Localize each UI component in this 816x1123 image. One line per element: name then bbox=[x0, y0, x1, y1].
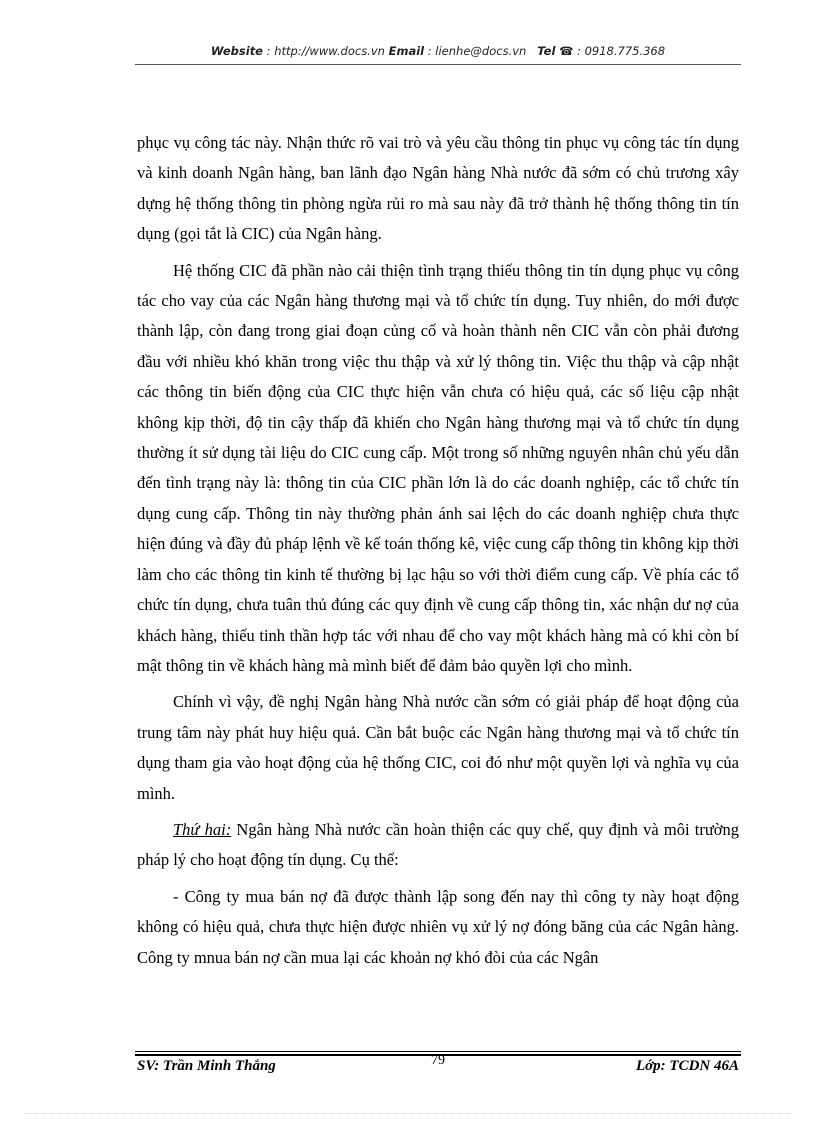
paragraph-4-text: Ngân hàng Nhà nước cần hoàn thiện các quy chế, quy định và môi trường pháp lý cho hoạt động tín dụng. Cụ thể: bbox=[137, 819, 739, 870]
paragraph-5: - Công ty mua bán nợ đã được thành lập song đến nay thì công ty này hoạt động không có hiệu quả, chưa thực hiện được nhiên vụ xử lý nợ đóng băng của các Ngân hàng. Công ty mnua bán nợ cần mua lại các khoản nợ khó đòi của các Ngân bbox=[137, 886, 739, 967]
website-label: Website bbox=[210, 44, 263, 58]
footer-divider-thin bbox=[135, 1051, 741, 1052]
paragraph-1: phục vụ công tác này. Nhận thức rõ vai trò và yêu cầu thông tin phục vụ công tác tín dụng và kinh doanh Ngân hàng, ban lãnh đạo Ngân hàng Nhà nước đã sớm có chủ trương xây dựng hệ thống thông tin phòng ngừa rủi ro mà sau này đã trở thành hệ thống thông tin tín dụng (gọi tắt là CIC) của Ngân hàng. bbox=[137, 133, 739, 244]
website-separator: : bbox=[263, 44, 275, 58]
student-name: SV: Trần Minh Thắng bbox=[137, 1058, 276, 1074]
document-body bbox=[137, 128, 739, 979]
page-number: 79 bbox=[431, 1053, 445, 1068]
paragraph-4 bbox=[137, 815, 739, 876]
section-label: Thứ hai: bbox=[173, 819, 232, 839]
page-bottom-border bbox=[24, 1113, 792, 1114]
page-header bbox=[135, 44, 741, 58]
header-divider bbox=[135, 64, 741, 65]
tel-number: : 0918.775.368 bbox=[573, 44, 666, 58]
tel-label: Tel bbox=[537, 44, 556, 58]
paragraph-2: Hệ thống CIC đã phần nào cải thiện tình trạng thiếu thông tin tín dụng phục vụ công tác cho vay của các Ngân hàng thương mại và tổ chức tín dụng. Tuy nhiên, do mới được thành lập, còn đang trong giai đoạn củng cố và hoàn thành nên CIC vẫn còn phải đương đầu với nhiều khó khăn trong việc thu thập và xử lý thông tin. Việc thu thập và cập nhật các thông tin biến động của CIC thực hiện vẫn chưa có hiệu quả, các số liệu cập nhật không kịp thời, độ tin cậy thấp đã khiến cho Ngân hàng thương mại và tổ chức tín dụng thường ít sử dụng tài liệu do CIC cung cấp. Một trong số những nguyên nhân chủ yếu dẫn đến tình trạng này là: thông tin của CIC phần lớn là do các doanh nghiệp, các tổ chức tín dụng cung cấp. Thông tin này thường phản ánh sai lệch do các doanh nghiệp chưa thực hiện đúng và đầy đủ pháp lệnh về kế toán thống kê, việc cung cấp thông tin không kịp thời làm cho các thông tin kinh tế thường bị lạc hậu so với thời điểm cung cấp. Về phía các tổ chức tín dụng, chưa tuân thủ đúng các quy định về cung cấp thông tin, xác nhận dư nợ của khách hàng, thiếu tinh thần hợp tác với nhau để cho vay một khách hàng mà có khi còn bí mật thông tin về khách hàng mà mình biết để đảm bảo quyền lợi cho mình. bbox=[137, 260, 739, 675]
class-name: Lớp: TCDN 46A bbox=[635, 1058, 739, 1074]
page-footer bbox=[137, 1053, 739, 1081]
email-label: Email bbox=[388, 44, 425, 58]
email-separator: : bbox=[424, 44, 436, 58]
website-url: http://www.docs.vn bbox=[274, 44, 385, 58]
paragraph-3: Chính vì vậy, đề nghị Ngân hàng Nhà nước cần sớm có giải pháp để hoạt động của trung tâm này phát huy hiệu quả. Cần bắt buộc các Ngân hàng thương mại và tổ chức tín dụng tham gia vào hoạt động của hệ thống CIC, coi đó như một quyền lợi và nghĩa vụ của mình. bbox=[137, 692, 739, 803]
phone-icon: ☎ bbox=[559, 44, 574, 58]
email-address: lienhe@docs.vn bbox=[435, 44, 527, 58]
